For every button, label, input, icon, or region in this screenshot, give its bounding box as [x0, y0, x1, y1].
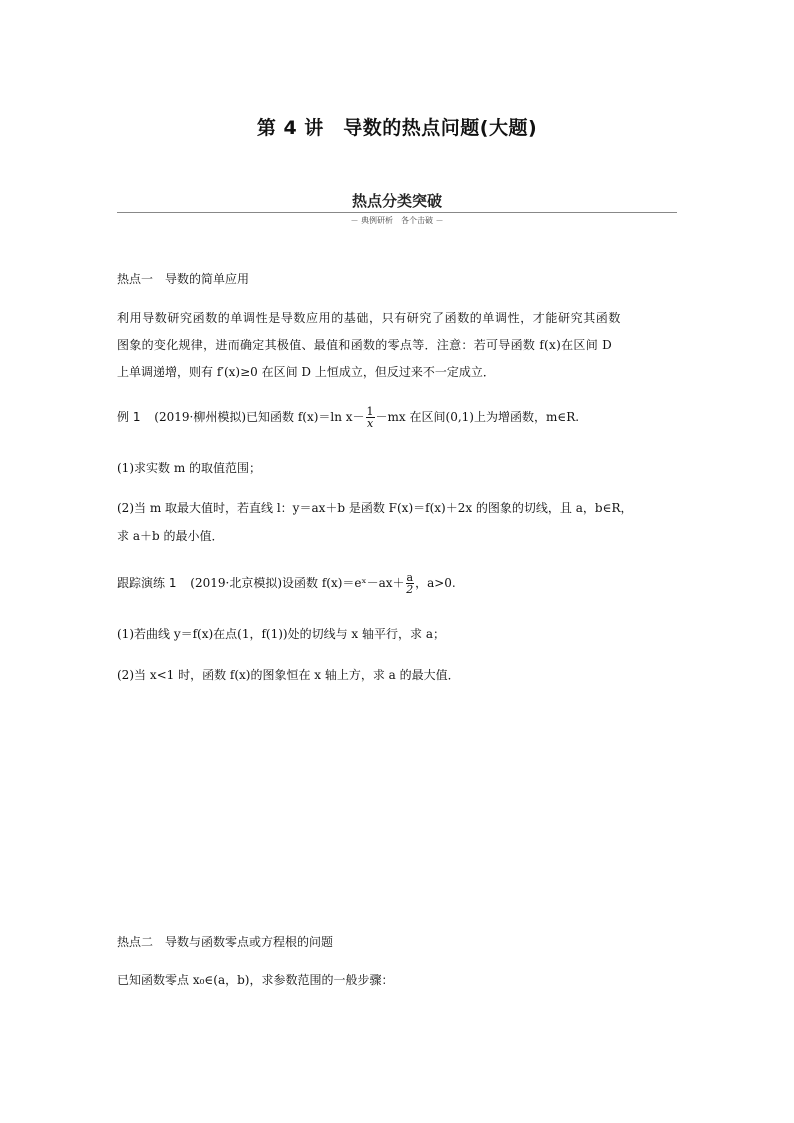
- example1-statement: [117, 406, 677, 429]
- hotspot1-para-line2: 图象的变化规律，进而确定其极值、最值和函数的零点等．注意：若可导函数 f(x)在区间 D: [117, 338, 613, 352]
- practice1-part1: (1)若曲线 y＝f(x)在点(1，f(1))处的切线与 x 轴平行，求 a；: [117, 627, 445, 641]
- practice1-label: 跟踪演练 1: [117, 576, 177, 590]
- practice1-text-before: 设函数 f(x)＝eˣ－ax＋: [282, 576, 405, 590]
- hotspot1-heading: 热点一 导数的简单应用: [117, 272, 250, 286]
- example1-label: 例 1: [117, 410, 141, 424]
- example1-part2-line1: (2)当 m 取最大值时，若直线 l：y＝ax＋b 是函数 F(x)＝f(x)＋2x 的图象的切线，且 a，b∈R，: [117, 501, 633, 515]
- example1-text-after: －mx 在区间(0,1)上为增函数，m∈R.: [375, 410, 580, 424]
- section-divider: [117, 212, 677, 213]
- example1-frac-den: x: [366, 417, 374, 430]
- example1-part2-line2: 求 a＋b 的最小值．: [117, 529, 224, 543]
- hotspot1-para-line3: 上单调递增，则有 f′(x)≥0 在区间 D 上恒成立，但反过来不一定成立．: [117, 365, 495, 379]
- practice1-statement: [117, 572, 677, 595]
- section-heading: 热点分类突破: [351, 192, 442, 210]
- hotspot2-para-line1: 已知函数零点 x₀∈(a，b)，求参数范围的一般步骤：: [117, 973, 394, 987]
- practice1-frac-num: a: [406, 571, 414, 584]
- example1-source: (2019·柳州模拟): [154, 410, 246, 424]
- practice1-source: (2019·北京模拟): [190, 576, 282, 590]
- hotspot2-heading: 热点二 导数与函数零点或方程根的问题: [117, 935, 334, 949]
- practice1-part2: (2)当 x<1 时，函数 f(x)的图象恒在 x 轴上方，求 a 的最大值．: [117, 668, 460, 682]
- page-title: 第 4 讲 导数的热点问题(大题): [256, 117, 538, 139]
- example1-frac-num: 1: [366, 405, 374, 418]
- section-subtitle: － 典例研析 各个击破 －: [350, 216, 444, 225]
- practice1-text-after: ，a>0.: [415, 576, 456, 590]
- hotspot1-para-line1: 利用导数研究函数的单调性是导数应用的基础，只有研究了函数的单调性，才能研究其函数: [117, 311, 622, 325]
- practice1-frac-den: 2: [406, 583, 414, 596]
- example1-fraction: [366, 406, 375, 429]
- practice1-fraction: [406, 572, 415, 595]
- example1-part1: (1)求实数 m 的取值范围；: [117, 461, 262, 475]
- example1-text-before: 已知函数 f(x)＝ln x－: [246, 410, 365, 424]
